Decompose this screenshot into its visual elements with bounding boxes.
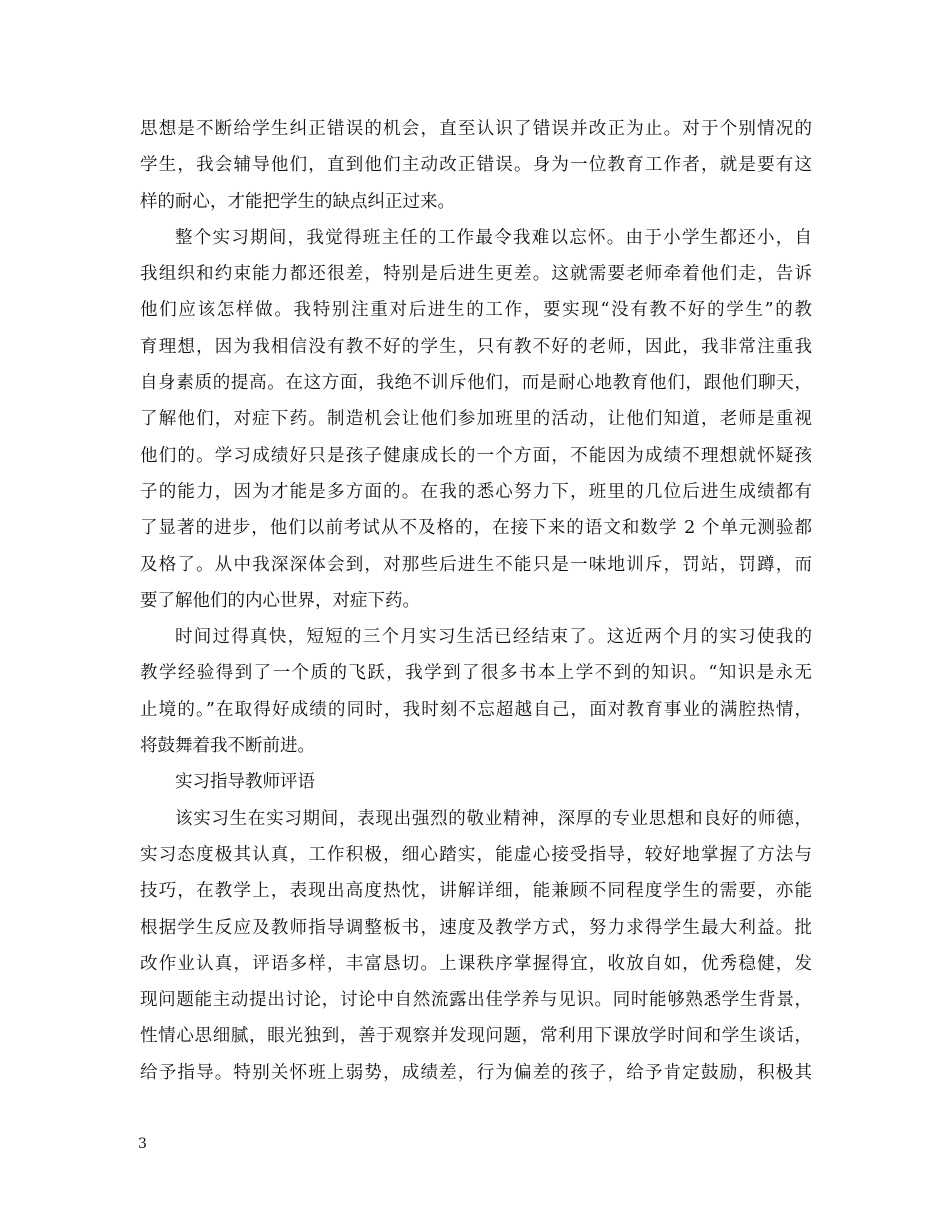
text-line: 育理想，因为我相信没有教不好的学生，只有教不好的老师，因此，我非常注重我	[140, 336, 812, 357]
text-line: 实习态度极其认真，工作积极，细心踏实，能虚心接受指导，较好地掌握了方法与	[140, 844, 812, 865]
text-line: 子的能力，因为才能是多方面的。在我的悉心努力下，班里的几位后进生成绩都有	[140, 481, 812, 502]
text-line: 了显著的进步，他们以前考试从不及格的，在接下来的语文和数学 2 个单元测验都	[140, 518, 812, 539]
text-line: 该实习生在实习期间，表现出强烈的敬业精神，深厚的专业思想和良好的师德，	[175, 808, 812, 829]
text-line: 改作业认真，评语多样，丰富恳切。上课秩序掌握得宜，收放自如，优秀稳健，发	[140, 953, 812, 974]
text-line: 现问题能主动提出讨论，讨论中自然流露出佳学养与见识。同时能够熟悉学生背景，	[140, 990, 812, 1011]
text-line: 要了解他们的内心世界，对症下药。	[140, 590, 420, 611]
text-line: 性情心思细腻，眼光独到，善于观察并发现问题，常利用下课放学时间和学生谈话，	[140, 1026, 812, 1047]
text-line: 自身素质的提高。在这方面，我绝不训斥他们，而是耐心地教育他们，跟他们聊天，	[140, 373, 812, 394]
text-line: 学生，我会辅导他们，直到他们主动改正错误。身为一位教育工作者，就是要有这	[140, 155, 812, 176]
text-line: 了解他们，对症下药。制造机会让他们参加班里的活动，让他们知道，老师是重视	[140, 409, 812, 430]
text-line: 思想是不断给学生纠正错误的机会，直至认识了错误并改正为止。对于个别情况的	[140, 119, 812, 139]
text-line: 给予指导。特别关怀班上弱势，成绩差，行为偏差的孩子，给予肯定鼓励，积极其	[140, 1062, 812, 1083]
text-line: 将鼓舞着我不断前进。	[140, 736, 315, 757]
text-line: 技巧，在教学上，表现出高度热忱，讲解详细，能兼顾不同程度学生的需要，亦能	[140, 881, 812, 902]
section-heading: 实习指导教师评语	[175, 772, 315, 793]
text-line: 时间过得真快，短短的三个月实习生活已经结束了。这近两个月的实习使我的	[175, 627, 812, 648]
text-line: 整个实习期间，我觉得班主任的工作最令我难以忘怀。由于小学生都还小，自	[175, 227, 812, 248]
text-line: 他们的。学习成绩好只是孩子健康成长的一个方面，不能因为成绩不理想就怀疑孩	[140, 445, 812, 466]
text-line: 及格了。从中我深深体会到，对那些后进生不能只是一味地训斥，罚站，罚蹲，而	[140, 554, 812, 575]
text-line: 止境的。”在取得好成绩的同时，我时刻不忘超越自己，面对教育事业的满腔热情，	[140, 699, 812, 720]
text-line: 他们应该怎样做。我特别注重对后进生的工作，要实现“没有教不好的学生”的教	[140, 300, 812, 321]
text-line: 根据学生反应及教师指导调整板书，速度及教学方式，努力求得学生最大利益。批	[140, 917, 812, 938]
body-text	[140, 111, 812, 1091]
page-number: 3	[138, 1136, 147, 1152]
text-line: 样的耐心，才能把学生的缺点纠正过来。	[140, 191, 455, 212]
text-line: 教学经验得到了一个质的飞跃，我学到了很多书本上学不到的知识。“知识是永无	[140, 663, 812, 684]
text-line: 我组织和约束能力都还很差，特别是后进生更差。这就需要老师牵着他们走，告诉	[140, 264, 812, 285]
